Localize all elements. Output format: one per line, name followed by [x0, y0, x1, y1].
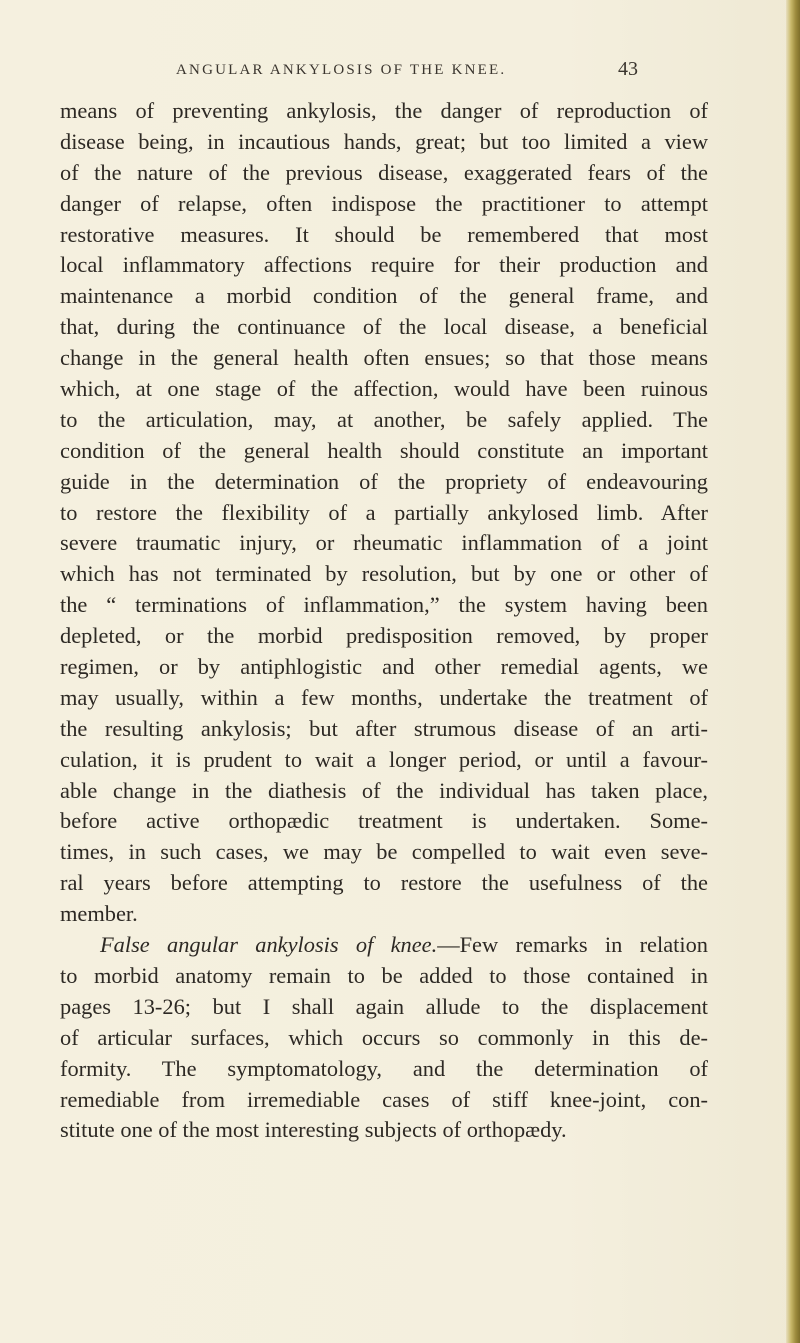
text-line: condition of the general health should constitute an important	[60, 437, 708, 463]
text-line: may usually, within a few months, undertake the treatment of	[60, 684, 708, 710]
page-number: 43	[618, 58, 638, 80]
text-line: regimen, or by antiphlogistic and other remedial agents, we	[60, 654, 708, 680]
text-line: remediable from irremediable cases of stiff knee-joint, con-	[60, 1086, 708, 1112]
side-heading: False angular ankylosis of knee.	[100, 932, 438, 958]
page-edge-shadow	[786, 0, 800, 1343]
text-line: formity. The symptomatology, and the determination of	[60, 1055, 708, 1081]
paragraph-2-first-line	[60, 930, 708, 961]
text-line: disease being, in incautious hands, great; but too limited a view	[60, 128, 708, 154]
text-line: culation, it is prudent to wait a longer period, or until a favour-	[60, 746, 708, 772]
text-line: the resulting ankylosis; but after strumous disease of an arti-	[60, 715, 708, 741]
text-line: to restore the flexibility of a partially ankylosed limb. After	[60, 499, 708, 525]
text-line: which has not terminated by resolution, but by one or other of	[60, 561, 708, 587]
text-line: maintenance a morbid condition of the general frame, and	[60, 283, 708, 309]
text-line: the “ terminations of inflammation,” the system having been	[60, 592, 708, 618]
text-line: pages 13-26; but I shall again allude to the displacement	[60, 993, 708, 1019]
paragraph-2	[60, 930, 708, 1146]
text-line: severe traumatic injury, or rheumatic inflammation of a joint	[60, 530, 708, 556]
paragraph-1	[60, 96, 708, 930]
text-line: of the nature of the previous disease, exaggerated fears of the	[60, 159, 708, 185]
text-line: depleted, or the morbid predisposition removed, by proper	[60, 623, 708, 649]
page-header	[0, 58, 800, 92]
body-text	[60, 96, 708, 1146]
text-line: to morbid anatomy remain to be added to those contained in	[60, 962, 708, 988]
text-line: restorative measures. It should be remembered that most	[60, 221, 708, 247]
text-line-last: stitute one of the most interesting subjects of orthopædy.	[60, 1117, 567, 1143]
text-line: means of preventing ankylosis, the danger of reproduction of	[60, 98, 708, 123]
text-line: change in the general health often ensues; so that those means	[60, 345, 708, 371]
text-line: of articular surfaces, which occurs so commonly in this de-	[60, 1024, 708, 1050]
text-line: able change in the diathesis of the individual has taken place,	[60, 777, 708, 803]
text-line-last: member.	[60, 901, 138, 927]
running-head: ANGULAR ANKYLOSIS OF THE KNEE.	[176, 62, 507, 78]
text-line: to the articulation, may, at another, be safely applied. The	[60, 406, 708, 432]
text-line: danger of relapse, often indispose the practitioner to attempt	[60, 190, 708, 216]
text-line: before active orthopædic treatment is undertaken. Some-	[60, 808, 708, 834]
text-line: which, at one stage of the affection, would have been ruinous	[60, 376, 708, 402]
text-line: local inflammatory affections require for their production and	[60, 252, 708, 278]
text-line: that, during the continuance of the local disease, a beneficial	[60, 314, 708, 340]
text-line: ral years before attempting to restore the usefulness of the	[60, 870, 708, 896]
text-line: guide in the determination of the propriety of endeavouring	[60, 468, 708, 494]
first-line-rest: —Few remarks in relation	[437, 932, 708, 958]
text-line: times, in such cases, we may be compelled to wait even seve-	[60, 839, 708, 865]
